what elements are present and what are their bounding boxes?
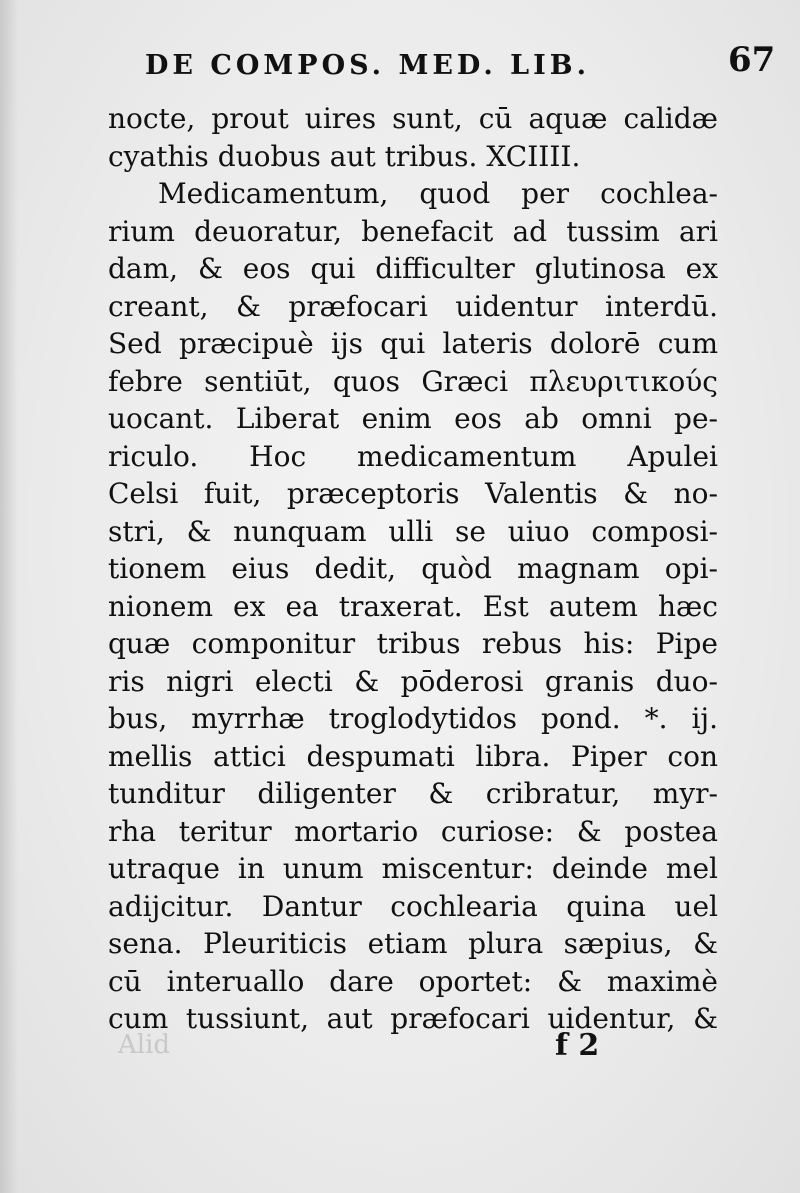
- text-line: Medicamentum, quod per cochlea-: [158, 177, 718, 210]
- page-gutter-shadow: [0, 0, 18, 1193]
- text-line: mellis attici despumati libra. Piper con: [108, 739, 718, 773]
- text-line: adijcitur. Dantur cochlearia quina uel: [108, 889, 718, 923]
- text-line: creant, & præfocari uidentur interdū.: [108, 289, 718, 323]
- text-line: Sed præcipuè ijs qui lateris dolorē cum: [108, 327, 718, 360]
- signature-mark: f 2: [555, 1028, 600, 1063]
- text-line: Celsi fuit, præceptoris Valentis & no-: [108, 477, 718, 510]
- text-line: tunditur diligenter & cribratur, myr-: [108, 777, 718, 810]
- body-text: [108, 100, 718, 1038]
- running-title: DE COMPOS. MED. LIB.: [145, 50, 591, 81]
- text-line: febre sentiūt, quos Græci πλευριτικούς: [108, 364, 718, 398]
- text-line: bus, myrrhæ troglodytidos pond. *. ij.: [108, 702, 718, 735]
- text-line: stri, & nunquam ulli se uiuo composi-: [108, 514, 718, 548]
- text-line: dam, & eos qui difficulter glutinosa ex: [108, 252, 718, 285]
- text-line: cū interuallo dare oportet: & maximè: [108, 964, 718, 998]
- text-line: tionem eius dedit, quòd magnam opi-: [108, 552, 718, 585]
- text-line: sena. Pleuriticis etiam plura sæpius, &: [108, 927, 718, 960]
- text-line: riculo. Hoc medicamentum Apulei: [108, 439, 718, 473]
- text-line: uocant. Liberat enim eos ab omni pe-: [108, 402, 718, 435]
- text-line: cyathis duobus aut tribus. XCIIII.: [108, 139, 581, 173]
- text-line: ris nigri electi & pōderosi granis duo-: [108, 664, 718, 698]
- catchword-ghost: Alid: [118, 1030, 171, 1060]
- text-line: cum tussiunt, aut præfocari uidentur, &: [108, 1002, 718, 1035]
- text-line: utraque in unum miscentur: deinde mel: [108, 852, 718, 885]
- text-line: rha teritur mortario curiose: & postea: [108, 814, 718, 848]
- text-line: quæ componitur tribus rebus his: Pipe: [108, 627, 718, 660]
- text-line: rium deuoratur, benefacit ad tussim ari: [108, 214, 718, 248]
- text-line: nocte, prout uires sunt, cū aquæ calidæ: [108, 102, 718, 135]
- page-number: 67: [728, 40, 776, 80]
- text-line: nionem ex ea traxerat. Est autem hæc: [108, 589, 718, 623]
